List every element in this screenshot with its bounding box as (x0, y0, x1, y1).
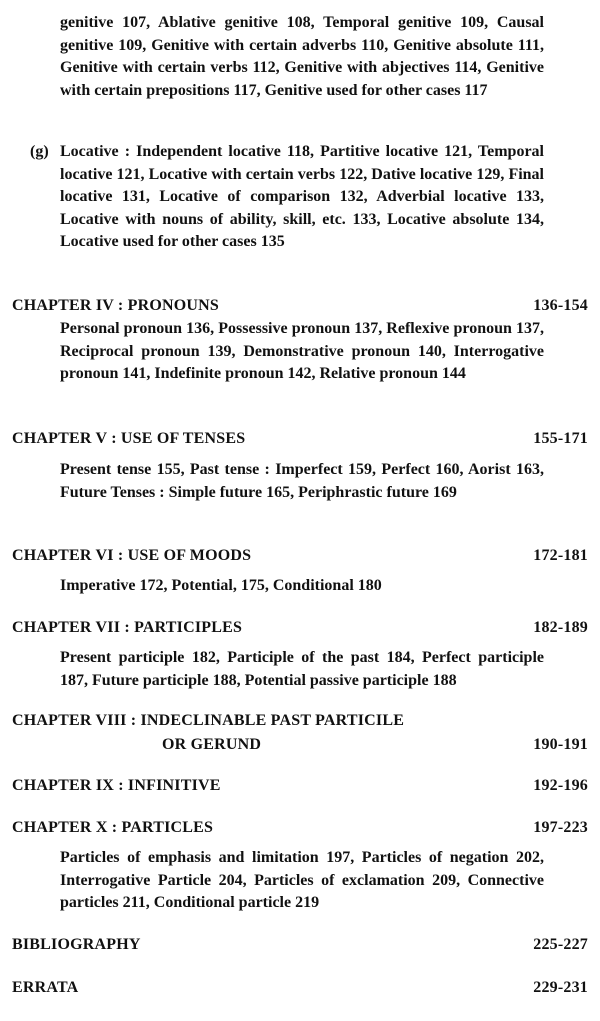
chapter-vi-heading (12, 545, 588, 567)
chapter-vii-heading (12, 617, 588, 639)
chapter-v-contents (60, 459, 544, 504)
back-matter-title: BIBLIOGRAPHY (12, 936, 141, 953)
chapter-contents-text: Imperative 172, Potential, 175, Conditional 180 (60, 577, 382, 594)
chapter-vi-contents (60, 575, 544, 598)
chapter-title: CHAPTER VII : PARTICIPLES (12, 619, 243, 636)
locative-entries-text: Locative : Independent locative 118, Partitive locative 121, Temporal locative 121, Locative with certain verbs 122, Dative locative 129, Final locative 131, Locative of comparison 132, Adverbial locative 133, Locative with nouns of ability, skill, etc. 133, Locative absolute 134, Locative used for other cases 135 (60, 143, 544, 250)
errata-heading (12, 977, 588, 999)
chapter-title: CHAPTER IX : INFINITIVE (12, 777, 221, 794)
chapter-pages: 192-196 (533, 777, 588, 794)
chapter-title: CHAPTER X : PARTICLES (12, 819, 214, 836)
chapter-v-heading (12, 428, 588, 450)
chapter-title: CHAPTER V : USE OF TENSES (12, 430, 246, 447)
back-matter-pages: 225-227 (533, 936, 588, 953)
chapter-contents-text: Present tense 155, Past tense : Imperfect 159, Perfect 160, Aorist 163, Future Tenses : Simple future 165, Periphrastic future 169 (60, 461, 544, 501)
chapter-pages: 182-189 (533, 619, 588, 636)
chapter-contents-text: Present participle 182, Participle of the past 184, Perfect participle 187, Future participle 188, Potential passive participle 188 (60, 649, 544, 689)
back-matter-pages: 229-231 (533, 979, 588, 996)
chapter-contents-text: Personal pronoun 136, Possessive pronoun 137, Reflexive pronoun 137, Reciprocal pronoun 139, Demonstrative pronoun 140, Interrogative pronoun 141, Indefinite pronoun 142, Relative pronoun 144 (60, 320, 544, 382)
chapter-pages: 172-181 (533, 547, 588, 564)
chapter-x-contents (60, 847, 544, 915)
chapter-pages: 197-223 (533, 819, 588, 836)
chapter-x-heading (12, 817, 588, 839)
genitive-entries (60, 12, 544, 102)
chapter-iv-heading (12, 295, 588, 317)
chapter-viii-heading (12, 710, 588, 756)
chapter-ix-heading (12, 775, 588, 797)
back-matter-title: ERRATA (12, 979, 79, 996)
chapter-title: CHAPTER IV : PRONOUNS (12, 297, 220, 314)
chapter-contents-text: Particles of emphasis and limitation 197, Particles of negation 202, Interrogative Particle 204, Particles of exclamation 209, Connective particles 211, Conditional particle 219 (60, 849, 544, 911)
chapter-title: CHAPTER VIII : INDECLINABLE PAST PARTICILE (12, 712, 405, 729)
genitive-entries-text: genitive 107, Ablative genitive 108, Temporal genitive 109, Causal genitive 109, Genitive with certain adverbs 110, Genitive absolute 111, Genitive with certain verbs 112, Genitive with abjectives 114, Genitive with certain prepositions 117, Genitive used for other cases 117 (60, 14, 544, 99)
chapter-pages: 136-154 (533, 297, 588, 314)
locative-marker: (g) (30, 143, 49, 160)
chapter-title: CHAPTER VI : USE OF MOODS (12, 547, 252, 564)
chapter-iv-contents (60, 318, 544, 386)
chapter-vii-contents (60, 647, 544, 692)
bibliography-heading (12, 934, 588, 956)
chapter-title-line2: OR GERUND (162, 736, 262, 753)
chapter-pages: 190-191 (533, 736, 588, 753)
chapter-pages: 155-171 (533, 430, 588, 447)
locative-entries (60, 141, 544, 254)
